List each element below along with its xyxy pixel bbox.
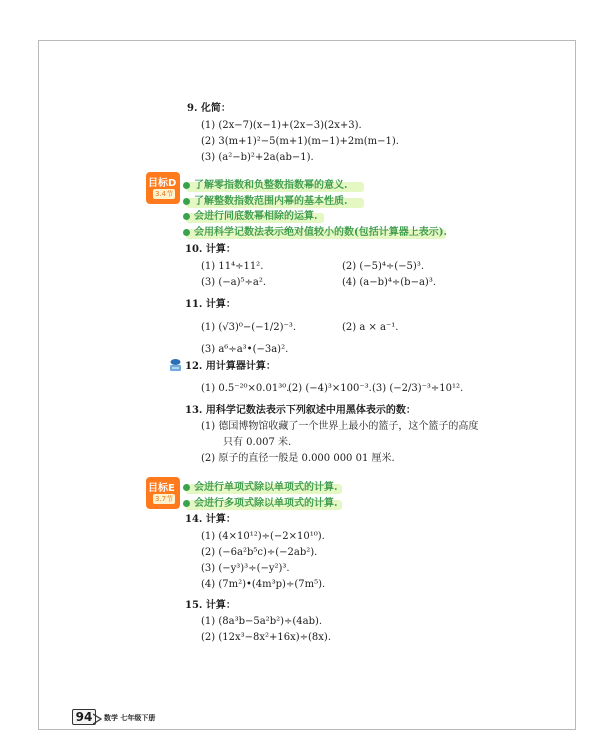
target-d-goal-3: 会进行同底数幂相除的运算. bbox=[194, 211, 318, 222]
q10-item-4: (4) (a−b)⁴÷(b−a)³. bbox=[342, 277, 437, 288]
q15-item-2: (2) (12x³−8x²+16x)÷(8x). bbox=[201, 632, 332, 643]
bullet-dot-icon bbox=[183, 484, 190, 491]
q12-item-1: (1) 0.5⁻²⁰×0.01³⁰. bbox=[201, 383, 290, 394]
q9-item-3: (3) (a²−b)²+2a(ab−1). bbox=[201, 152, 314, 163]
q11-item-3: (3) a⁶÷a³•(−3a)². bbox=[201, 344, 289, 355]
q11-title: 11. 计算： bbox=[185, 299, 236, 310]
target-e-label: 目标E bbox=[148, 483, 175, 494]
target-d-goal-2: 了解整数指数范围内幂的基本性质. bbox=[194, 196, 348, 207]
q10-item-3: (3) (−a)⁵÷a². bbox=[201, 277, 267, 288]
q13-item-1-line-2: 只有 0.007 米. bbox=[223, 437, 292, 448]
target-d-section: 3.4节 bbox=[155, 190, 174, 198]
target-e-goal-2: 会进行多项式除以单项式的计算. bbox=[194, 498, 338, 509]
bullet-dot-icon bbox=[183, 198, 190, 205]
q9-item-1: (1) (2x−7)(x−1)+(2x−3)(2x+3). bbox=[201, 120, 362, 131]
q14-item-2: (2) (−6a²b⁵c)÷(−2ab²). bbox=[201, 547, 318, 558]
q14-item-4: (4) (7m²)•(4m³p)÷(7m⁵). bbox=[201, 579, 326, 590]
footer-book-title: 数学 七年级下册 bbox=[104, 714, 156, 722]
q13-item-1-line-1: (1) 德国博物馆收藏了一个世界上最小的篮子，这个篮子的高度 bbox=[201, 421, 479, 432]
page-number: 94 bbox=[72, 709, 96, 725]
q13-item-2: (2) 原子的直径一般是 0.000 000 01 厘米. bbox=[201, 453, 395, 464]
target-d-goal-4: 会用科学记数法表示绝对值较小的数(包括计算器上表示). bbox=[194, 227, 447, 238]
q11-item-1: (1) (√3)⁰−(−1/2)⁻³. bbox=[201, 322, 297, 333]
q14-item-1: (1) (4×10¹²)÷(−2×10¹⁰). bbox=[201, 531, 325, 542]
q15-title: 15. 计算： bbox=[185, 600, 236, 611]
target-d-goal-1: 了解零指数和负整数指数幂的意义. bbox=[194, 180, 348, 191]
q10-item-1: (1) 11⁴÷11². bbox=[201, 261, 264, 272]
target-d-badge bbox=[146, 172, 180, 204]
q10-title: 10. 计算： bbox=[185, 244, 236, 255]
q11-item-2: (2) a × a⁻¹. bbox=[342, 322, 399, 333]
q9-title: 9. 化简： bbox=[187, 103, 231, 114]
q14-item-3: (3) (−y³)³÷(−y²)³. bbox=[201, 563, 290, 574]
q14-title: 14. 计算： bbox=[185, 514, 236, 525]
bullet-dot-icon bbox=[183, 229, 190, 236]
q13-title: 13. 用科学记数法表示下列叙述中用黑体表示的数： bbox=[185, 405, 416, 416]
calculator-icon bbox=[168, 358, 183, 372]
target-d-label: 目标D bbox=[148, 178, 177, 189]
q12-item-3: (3) (−2/3)⁻³÷10¹². bbox=[372, 383, 464, 394]
q10-item-2: (2) (−5)⁴÷(−5)³. bbox=[342, 261, 425, 272]
bullet-dot-icon bbox=[183, 182, 190, 189]
q12-title: 12. 用计算器计算： bbox=[185, 361, 276, 372]
q9-item-2: (2) 3(m+1)²−5(m+1)(m−1)+2m(m−1). bbox=[201, 136, 399, 147]
target-e-goal-1: 会进行单项式除以单项式的计算. bbox=[194, 482, 338, 493]
q15-item-1: (1) (8a³b−5a²b²)÷(4ab). bbox=[201, 616, 323, 627]
target-e-section: 3.7节 bbox=[155, 495, 174, 503]
target-e-badge bbox=[146, 477, 180, 509]
bullet-dot-icon bbox=[183, 500, 190, 507]
q12-item-2: (2) (−4)³×100⁻³. bbox=[288, 383, 372, 394]
bullet-dot-icon bbox=[183, 213, 190, 220]
